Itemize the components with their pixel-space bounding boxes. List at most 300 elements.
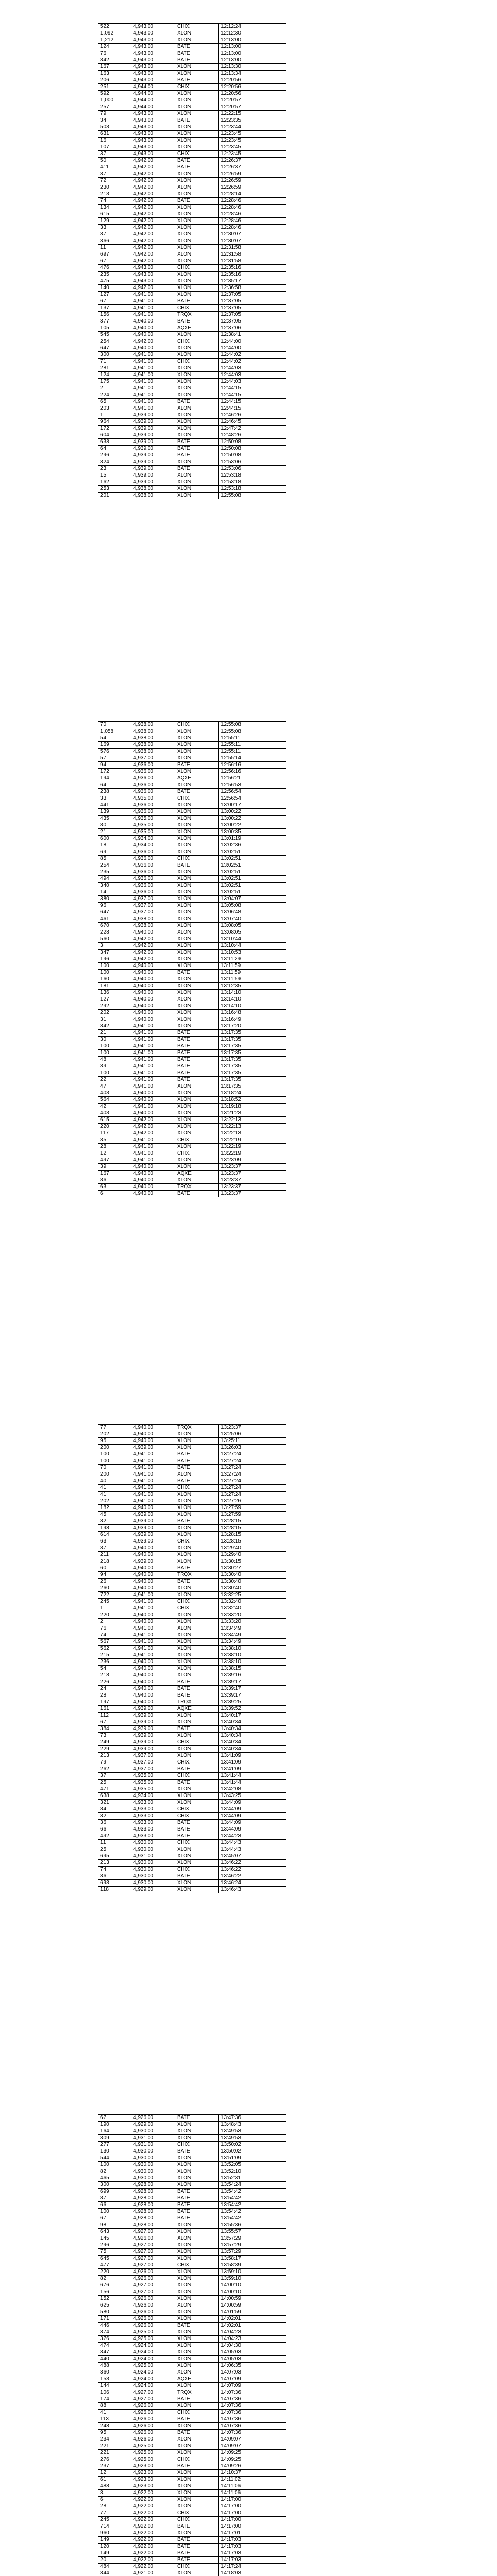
- time-cell: 13:44:43: [219, 1840, 286, 1846]
- volume-cell: 45: [98, 1512, 131, 1518]
- table-row: [98, 111, 286, 117]
- table-row: [98, 1478, 286, 1485]
- table-row: [98, 775, 286, 782]
- table-row: [98, 338, 286, 345]
- time-cell: 13:41:44: [219, 1780, 286, 1786]
- price-cell: 4,937.00: [131, 1753, 175, 1759]
- volume-cell: 441: [98, 802, 131, 809]
- venue-cell: BATE: [175, 1780, 219, 1786]
- time-cell: 13:46:22: [219, 1860, 286, 1867]
- price-cell: 4,923.00: [131, 2470, 175, 2477]
- price-cell: 4,939.00: [131, 466, 175, 472]
- venue-cell: XLON: [175, 903, 219, 909]
- price-cell: 4,921.00: [131, 2570, 175, 2576]
- time-cell: 13:39:17: [219, 1686, 286, 1692]
- volume-cell: 544: [98, 2155, 131, 2162]
- table-row: [98, 1565, 286, 1572]
- table-row: [98, 44, 286, 50]
- table-row: [98, 1733, 286, 1739]
- volume-cell: 614: [98, 1532, 131, 1538]
- table-row: [98, 1632, 286, 1639]
- price-cell: 4,942.00: [131, 158, 175, 164]
- price-cell: 4,940.00: [131, 1692, 175, 1699]
- volume-cell: 35: [98, 1137, 131, 1144]
- volume-cell: 2: [98, 385, 131, 392]
- price-cell: 4,935.00: [131, 795, 175, 802]
- time-cell: 12:13:00: [219, 50, 286, 57]
- time-cell: 13:46:22: [219, 1867, 286, 1873]
- venue-cell: XLON: [175, 1659, 219, 1666]
- volume-cell: 28: [98, 2503, 131, 2510]
- venue-cell: BATE: [175, 1451, 219, 1458]
- table-row: [98, 144, 286, 151]
- price-cell: 4,939.00: [131, 419, 175, 426]
- volume-cell: 224: [98, 392, 131, 399]
- price-cell: 4,942.00: [131, 950, 175, 956]
- table-row: [98, 2497, 286, 2503]
- price-cell: 4,940.00: [131, 976, 175, 983]
- time-cell: 13:30:40: [219, 1585, 286, 1592]
- trade-table-body: [98, 2115, 286, 2576]
- volume-cell: 25: [98, 1780, 131, 1786]
- price-cell: 4,928.00: [131, 2222, 175, 2229]
- venue-cell: XLON: [175, 486, 219, 493]
- time-cell: 13:10:53: [219, 950, 286, 956]
- venue-cell: XLON: [175, 2423, 219, 2430]
- price-cell: 4,938.00: [131, 486, 175, 493]
- venue-cell: XLON: [175, 883, 219, 889]
- volume-cell: 190: [98, 2122, 131, 2128]
- time-cell: 13:38:10: [219, 1659, 286, 1666]
- time-cell: 14:09:07: [219, 2443, 286, 2450]
- price-cell: 4,922.00: [131, 2497, 175, 2503]
- time-cell: 13:41:44: [219, 1773, 286, 1780]
- volume-cell: 87: [98, 2195, 131, 2202]
- price-cell: 4,940.00: [131, 1110, 175, 1117]
- volume-cell: 324: [98, 459, 131, 466]
- price-cell: 4,928.00: [131, 2215, 175, 2222]
- time-cell: 14:02:01: [219, 2316, 286, 2323]
- volume-cell: 196: [98, 956, 131, 963]
- venue-cell: BATE: [175, 318, 219, 325]
- table-row: [98, 2256, 286, 2262]
- time-cell: 13:14:10: [219, 996, 286, 1003]
- volume-cell: 120: [98, 2544, 131, 2550]
- volume-cell: 220: [98, 2269, 131, 2276]
- venue-cell: CHIX: [175, 359, 219, 365]
- venue-cell: BATE: [175, 2550, 219, 2557]
- venue-cell: CHIX: [175, 265, 219, 272]
- volume-cell: 248: [98, 2423, 131, 2430]
- price-cell: 4,941.00: [131, 1592, 175, 1599]
- volume-cell: 171: [98, 2316, 131, 2323]
- venue-cell: XLON: [175, 1887, 219, 1893]
- venue-cell: XLON: [175, 2256, 219, 2262]
- volume-cell: 260: [98, 1585, 131, 1592]
- volume-cell: 253: [98, 486, 131, 493]
- venue-cell: BATE: [175, 117, 219, 124]
- venue-cell: XLON: [175, 1652, 219, 1659]
- volume-cell: 79: [98, 111, 131, 117]
- price-cell: 4,939.00: [131, 1713, 175, 1719]
- table-row: [98, 2470, 286, 2477]
- time-cell: 13:46:22: [219, 1873, 286, 1880]
- table-row: [98, 1030, 286, 1037]
- time-cell: 12:50:08: [219, 452, 286, 459]
- table-row: [98, 876, 286, 883]
- venue-cell: BATE: [175, 2544, 219, 2550]
- venue-cell: XLON: [175, 1445, 219, 1451]
- table-row: [98, 849, 286, 856]
- table-row: [98, 1800, 286, 1806]
- volume-cell: 477: [98, 2262, 131, 2269]
- table-row: [98, 983, 286, 990]
- price-cell: 4,922.00: [131, 2537, 175, 2544]
- venue-cell: CHIX: [175, 2510, 219, 2517]
- price-cell: 4,938.00: [131, 749, 175, 755]
- venue-cell: CHIX: [175, 2564, 219, 2570]
- venue-cell: BATE: [175, 1458, 219, 1465]
- price-cell: 4,940.00: [131, 1679, 175, 1686]
- volume-cell: 213: [98, 191, 131, 198]
- time-cell: 13:38:15: [219, 1666, 286, 1672]
- volume-cell: 347: [98, 2349, 131, 2356]
- volume-cell: 403: [98, 1090, 131, 1097]
- volume-cell: 94: [98, 1572, 131, 1579]
- price-cell: 4,940.00: [131, 1659, 175, 1666]
- table-row: [98, 1599, 286, 1605]
- table-row: [98, 405, 286, 412]
- time-cell: 13:00:22: [219, 822, 286, 829]
- time-cell: 13:32:40: [219, 1599, 286, 1605]
- time-cell: 14:05:03: [219, 2356, 286, 2363]
- price-cell: 4,930.00: [131, 2128, 175, 2135]
- venue-cell: XLON: [175, 2356, 219, 2363]
- time-cell: 13:40:34: [219, 1726, 286, 1733]
- volume-cell: 26: [98, 1579, 131, 1585]
- price-cell: 4,926.00: [131, 2269, 175, 2276]
- venue-cell: BATE: [175, 2148, 219, 2155]
- venue-cell: CHIX: [175, 1137, 219, 1144]
- table-row: [98, 2175, 286, 2182]
- time-cell: 13:44:43: [219, 1846, 286, 1853]
- time-cell: 13:17:35: [219, 1083, 286, 1090]
- volume-cell: 604: [98, 432, 131, 439]
- venue-cell: AQXE: [175, 1706, 219, 1713]
- volume-cell: 251: [98, 84, 131, 91]
- price-cell: 4,923.00: [131, 2477, 175, 2483]
- venue-cell: XLON: [175, 432, 219, 439]
- venue-cell: BATE: [175, 1465, 219, 1471]
- venue-cell: BATE: [175, 77, 219, 84]
- time-cell: 12:48:26: [219, 432, 286, 439]
- time-cell: 12:44:15: [219, 385, 286, 392]
- volume-cell: 40: [98, 1478, 131, 1485]
- time-cell: 12:44:00: [219, 345, 286, 352]
- time-cell: 13:02:36: [219, 842, 286, 849]
- table-row: [98, 352, 286, 359]
- table-row: [98, 809, 286, 816]
- table-row: [98, 2456, 286, 2463]
- price-cell: 4,942.00: [131, 225, 175, 231]
- time-cell: 12:55:11: [219, 749, 286, 755]
- venue-cell: CHIX: [175, 1538, 219, 1545]
- price-cell: 4,930.00: [131, 1867, 175, 1873]
- table-row: [98, 1672, 286, 1679]
- time-cell: 13:11:59: [219, 976, 286, 983]
- table-row: [98, 2396, 286, 2403]
- table-row: [98, 1492, 286, 1498]
- time-cell: 13:50:02: [219, 2148, 286, 2155]
- venue-cell: XLON: [175, 124, 219, 131]
- volume-cell: 54: [98, 735, 131, 742]
- table-row: [98, 439, 286, 446]
- venue-cell: BATE: [175, 50, 219, 57]
- venue-cell: XLON: [175, 1853, 219, 1860]
- price-cell: 4,927.00: [131, 2282, 175, 2289]
- venue-cell: BATE: [175, 1518, 219, 1525]
- time-cell: 12:53:18: [219, 479, 286, 486]
- volume-cell: 74: [98, 198, 131, 205]
- volume-cell: 615: [98, 1117, 131, 1124]
- time-cell: 13:05:08: [219, 903, 286, 909]
- price-cell: 4,943.00: [131, 57, 175, 64]
- volume-cell: 85: [98, 856, 131, 862]
- price-cell: 4,941.00: [131, 1043, 175, 1050]
- table-row: [98, 936, 286, 943]
- table-row: [98, 1692, 286, 1699]
- table-row: [98, 412, 286, 419]
- table-row: [98, 1425, 286, 1431]
- table-row: [98, 298, 286, 305]
- time-cell: 13:27:24: [219, 1451, 286, 1458]
- venue-cell: XLON: [175, 809, 219, 816]
- trade-table-body: [98, 1425, 286, 1893]
- venue-cell: XLON: [175, 1097, 219, 1104]
- volume-cell: 309: [98, 2135, 131, 2142]
- venue-cell: BATE: [175, 1191, 219, 1197]
- volume-cell: 50: [98, 158, 131, 164]
- volume-cell: 18: [98, 842, 131, 849]
- table-row: [98, 1010, 286, 1016]
- time-cell: 13:34:49: [219, 1632, 286, 1639]
- volume-cell: 39: [98, 1164, 131, 1171]
- volume-cell: 118: [98, 1887, 131, 1893]
- time-cell: 14:07:36: [219, 2403, 286, 2410]
- price-cell: 4,941.00: [131, 312, 175, 318]
- volume-cell: 76: [98, 1625, 131, 1632]
- venue-cell: XLON: [175, 1505, 219, 1512]
- volume-cell: 211: [98, 1552, 131, 1558]
- table-row: [98, 2343, 286, 2349]
- table-row: [98, 1786, 286, 1793]
- volume-cell: 34: [98, 117, 131, 124]
- time-cell: 13:30:27: [219, 1565, 286, 1572]
- table-row: [98, 1505, 286, 1512]
- venue-cell: BATE: [175, 399, 219, 405]
- volume-cell: 136: [98, 990, 131, 996]
- table-row: [98, 459, 286, 466]
- volume-cell: 137: [98, 305, 131, 312]
- volume-cell: 105: [98, 325, 131, 332]
- table-row: [98, 1438, 286, 1445]
- price-cell: 4,942.00: [131, 205, 175, 211]
- time-cell: 14:07:36: [219, 2423, 286, 2430]
- volume-cell: 292: [98, 1003, 131, 1010]
- volume-cell: 100: [98, 1043, 131, 1050]
- volume-cell: 33: [98, 795, 131, 802]
- venue-cell: CHIX: [175, 1599, 219, 1605]
- table-row: [98, 1612, 286, 1619]
- price-cell: 4,941.00: [131, 305, 175, 312]
- venue-cell: XLON: [175, 218, 219, 225]
- time-cell: 13:18:24: [219, 1090, 286, 1097]
- table-row: [98, 1793, 286, 1800]
- price-cell: 4,925.00: [131, 2363, 175, 2369]
- table-row: [98, 2490, 286, 2497]
- time-cell: 13:14:10: [219, 990, 286, 996]
- venue-cell: XLON: [175, 144, 219, 151]
- table-row: [98, 191, 286, 198]
- venue-cell: XLON: [175, 2403, 219, 2410]
- venue-cell: XLON: [175, 829, 219, 836]
- time-cell: 12:56:54: [219, 795, 286, 802]
- venue-cell: BATE: [175, 2215, 219, 2222]
- price-cell: 4,940.00: [131, 970, 175, 976]
- venue-cell: XLON: [175, 889, 219, 896]
- time-cell: 12:44:03: [219, 379, 286, 385]
- price-cell: 4,926.00: [131, 2235, 175, 2242]
- volume-cell: 198: [98, 1525, 131, 1532]
- volume-cell: 476: [98, 265, 131, 272]
- venue-cell: CHIX: [175, 1485, 219, 1492]
- price-cell: 4,940.00: [131, 1686, 175, 1692]
- price-cell: 4,944.00: [131, 97, 175, 104]
- volume-cell: 488: [98, 2363, 131, 2369]
- table-row: [98, 862, 286, 869]
- price-cell: 4,940.00: [131, 1699, 175, 1706]
- volume-cell: 202: [98, 1010, 131, 1016]
- venue-cell: XLON: [175, 71, 219, 77]
- venue-cell: XLON: [175, 735, 219, 742]
- price-cell: 4,942.00: [131, 1117, 175, 1124]
- price-cell: 4,944.00: [131, 104, 175, 111]
- volume-cell: 201: [98, 493, 131, 499]
- price-cell: 4,941.00: [131, 399, 175, 405]
- volume-cell: 564: [98, 1097, 131, 1104]
- time-cell: 14:07:36: [219, 2410, 286, 2416]
- volume-cell: 234: [98, 2436, 131, 2443]
- venue-cell: XLON: [175, 1471, 219, 1478]
- volume-cell: 156: [98, 2289, 131, 2296]
- table-row: [98, 1552, 286, 1558]
- venue-cell: XLON: [175, 1639, 219, 1646]
- venue-cell: XLON: [175, 769, 219, 775]
- price-cell: 4,930.00: [131, 2168, 175, 2175]
- time-cell: 12:55:08: [219, 493, 286, 499]
- table-row: [98, 385, 286, 392]
- price-cell: 4,943.00: [131, 37, 175, 44]
- volume-cell: 67: [98, 258, 131, 265]
- table-row: [98, 1057, 286, 1063]
- time-cell: 13:08:05: [219, 923, 286, 929]
- time-cell: 12:35:16: [219, 265, 286, 272]
- price-cell: 4,926.00: [131, 2296, 175, 2302]
- venue-cell: XLON: [175, 956, 219, 963]
- price-cell: 4,930.00: [131, 1840, 175, 1846]
- volume-cell: 77: [98, 1425, 131, 1431]
- venue-cell: XLON: [175, 2282, 219, 2289]
- venue-cell: XLON: [175, 2483, 219, 2490]
- volume-cell: 139: [98, 809, 131, 816]
- time-cell: 12:20:57: [219, 104, 286, 111]
- volume-cell: 70: [98, 722, 131, 728]
- volume-cell: 112: [98, 1713, 131, 1719]
- table-row: [98, 802, 286, 809]
- venue-cell: XLON: [175, 258, 219, 265]
- table-row: [98, 37, 286, 44]
- time-cell: 13:23:37: [219, 1164, 286, 1171]
- price-cell: 4,926.00: [131, 2115, 175, 2122]
- volume-cell: 6: [98, 1191, 131, 1197]
- table-row: [98, 2135, 286, 2142]
- price-cell: 4,929.00: [131, 2122, 175, 2128]
- time-cell: 13:02:51: [219, 856, 286, 862]
- time-cell: 14:11:06: [219, 2490, 286, 2497]
- time-cell: 13:38:10: [219, 1646, 286, 1652]
- table-row: [98, 829, 286, 836]
- table-row: [98, 2209, 286, 2215]
- price-cell: 4,925.00: [131, 2443, 175, 2450]
- time-cell: 12:23:45: [219, 144, 286, 151]
- volume-cell: 220: [98, 1612, 131, 1619]
- venue-cell: XLON: [175, 385, 219, 392]
- table-row: [98, 2296, 286, 2302]
- volume-cell: 229: [98, 1746, 131, 1753]
- volume-cell: 446: [98, 2323, 131, 2329]
- table-row: [98, 1498, 286, 1505]
- price-cell: 4,939.00: [131, 1706, 175, 1713]
- venue-cell: BATE: [175, 298, 219, 305]
- price-cell: 4,942.00: [131, 178, 175, 184]
- volume-cell: 218: [98, 1672, 131, 1679]
- table-row: [98, 2115, 286, 2122]
- time-cell: 12:37:05: [219, 292, 286, 298]
- table-row: [98, 184, 286, 191]
- venue-cell: BATE: [175, 1826, 219, 1833]
- price-cell: 4,938.00: [131, 728, 175, 735]
- volume-cell: 32: [98, 1813, 131, 1820]
- venue-cell: XLON: [175, 822, 219, 829]
- price-cell: 4,939.00: [131, 1512, 175, 1518]
- table-row: [98, 479, 286, 486]
- time-cell: 12:35:16: [219, 272, 286, 278]
- price-cell: 4,935.00: [131, 822, 175, 829]
- volume-cell: 200: [98, 1445, 131, 1451]
- table-row: [98, 258, 286, 265]
- table-row: [98, 1137, 286, 1144]
- price-cell: 4,940.00: [131, 1672, 175, 1679]
- volume-cell: 172: [98, 769, 131, 775]
- volume-cell: 220: [98, 1124, 131, 1130]
- venue-cell: XLON: [175, 1545, 219, 1552]
- venue-cell: BATE: [175, 1043, 219, 1050]
- volume-cell: 82: [98, 2276, 131, 2282]
- table-row: [98, 332, 286, 338]
- price-cell: 4,942.00: [131, 218, 175, 225]
- time-cell: 12:20:57: [219, 97, 286, 104]
- volume-cell: 100: [98, 1070, 131, 1077]
